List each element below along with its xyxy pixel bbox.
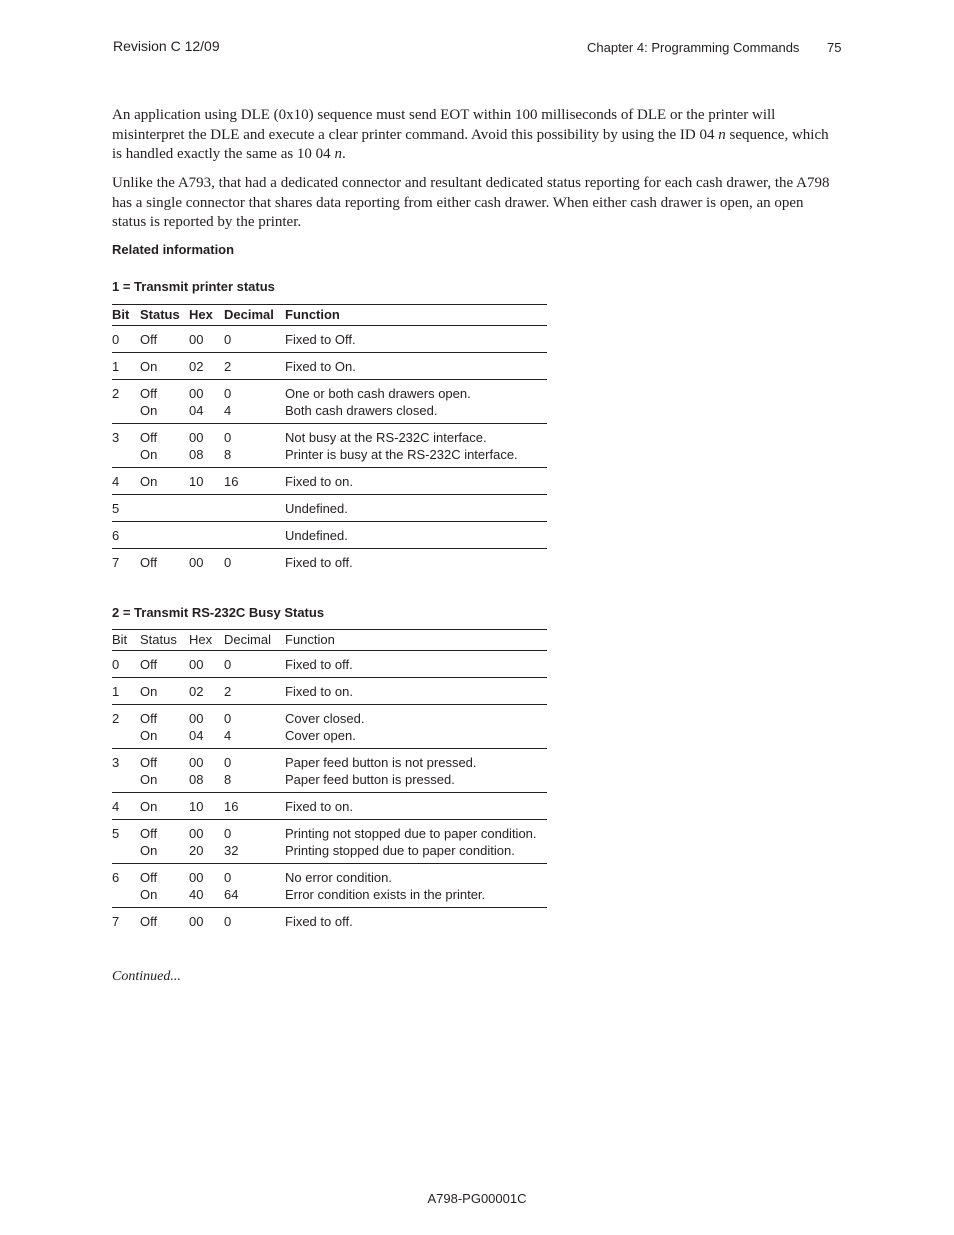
page-header-chapter: Chapter 4: Programming Commands [587, 40, 800, 55]
cell-bit: 1 [112, 678, 140, 705]
cell-hex: 00 [189, 651, 224, 678]
cell-function: Fixed to on. [285, 678, 547, 705]
cell-decimal: 0 4 [224, 705, 285, 749]
cell-bit: 7 [112, 555, 120, 570]
cell-decimal [224, 522, 285, 549]
busy-status-table [112, 629, 547, 934]
cell-function: Fixed to on. [285, 793, 547, 820]
cell-status: Off On [140, 380, 189, 424]
cell-bit: 4 [112, 793, 140, 820]
cell-decimal: 0 [224, 651, 285, 678]
table-row [112, 749, 547, 793]
cell-decimal: 0 [224, 555, 232, 570]
cell-hex: 10 [189, 468, 224, 495]
cell-hex: 00 08 [189, 424, 224, 468]
table-row [112, 522, 547, 549]
cell-hex: 00 20 [189, 820, 224, 864]
cell-decimal: 2 [224, 678, 285, 705]
table-title-busy-status: 2 = Transmit RS-232C Busy Status [112, 605, 325, 620]
cell-status: Off [140, 555, 158, 570]
cell-hex: 00 08 [189, 749, 224, 793]
table-row [112, 908, 547, 935]
table-row [112, 864, 547, 908]
cell-decimal: 0 8 [224, 749, 285, 793]
column-header-status: Status [140, 305, 189, 326]
cell-decimal: 0 32 [224, 820, 285, 864]
cell-status: On [140, 468, 189, 495]
paragraph-cash-drawer: Unlike the A793, that had a dedicated connector and resultant dedicated status reporting for each cash drawer, the A798 has a single connector that shares data reporting from either cash drawer. When either cash drawer is open, an open status is reported by the printer. [112, 175, 830, 230]
page-number: 75 [827, 40, 842, 55]
cell-status [140, 495, 189, 522]
cell-decimal: 0 64 [224, 864, 285, 908]
cell-status: Off On [140, 749, 189, 793]
paragraph-dle-timing: An application using DLE (0x10) sequence must send EOT within 100 milliseconds of DLE or the printer will misinterpret the DLE and execute a clear printer command. Avoid this possibility by using the ID 04 n sequence, which is handled exactly the same as 10 04 n. [112, 107, 829, 162]
cell-status: On [140, 793, 189, 820]
table-header-row [112, 630, 547, 651]
column-header-bit: Bit [112, 630, 140, 651]
cell-decimal [224, 495, 285, 522]
table-row [112, 678, 547, 705]
cell-function: One or both cash drawers open. Both cash drawers closed. [285, 380, 547, 424]
cell-function: Fixed to Off. [285, 326, 547, 353]
column-header-hex: Hex [189, 630, 224, 651]
cell-decimal: 0 [224, 326, 285, 353]
cell-status [140, 522, 189, 549]
page-footer-docnumber: A798-PG00001C [427, 1191, 527, 1206]
cell-decimal: 16 [224, 793, 285, 820]
cell-hex: 00 40 [189, 864, 224, 908]
cell-bit: 1 [112, 353, 140, 380]
cell-status: Off On [140, 705, 189, 749]
cell-hex: 00 04 [189, 380, 224, 424]
related-information-heading: Related information [112, 242, 235, 257]
continued-note: Continued... [112, 969, 181, 984]
table-header-row [112, 305, 547, 326]
column-header-decimal: Decimal [224, 630, 285, 651]
cell-function: Fixed to on. [285, 468, 547, 495]
cell-decimal: 0 [224, 914, 232, 929]
column-header-hex: Hex [189, 305, 224, 326]
cell-hex: 02 [189, 678, 224, 705]
cell-status: Off [140, 326, 189, 353]
cell-decimal: 16 [224, 468, 285, 495]
cell-function: Not busy at the RS-232C interface. Printer is busy at the RS-232C interface. [285, 424, 547, 468]
printer-status-table [112, 304, 547, 575]
cell-hex: 10 [189, 793, 224, 820]
cell-bit: 5 [112, 820, 140, 864]
table-row [112, 468, 547, 495]
page-header-revision: Revision C 12/09 [113, 38, 220, 54]
cell-status: Off [140, 651, 189, 678]
cell-function: Fixed to off. [285, 914, 353, 929]
cell-hex: 02 [189, 353, 224, 380]
cell-bit: 5 [112, 495, 140, 522]
cell-bit: 4 [112, 468, 140, 495]
cell-status: Off [140, 914, 158, 929]
table-row [112, 793, 547, 820]
table-title-printer-status: 1 = Transmit printer status [112, 279, 275, 294]
cell-decimal: 2 [224, 353, 285, 380]
column-header-decimal: Decimal [224, 305, 285, 326]
table-row [112, 820, 547, 864]
cell-function: Printing not stopped due to paper condition. Printing stopped due to paper condition. [285, 820, 547, 864]
cell-status: Off On [140, 820, 189, 864]
column-header-function: Function [285, 630, 547, 651]
table-row [112, 326, 547, 353]
column-header-bit: Bit [112, 305, 140, 326]
cell-hex: 00 [189, 326, 224, 353]
cell-hex [189, 522, 224, 549]
column-header-status: Status [140, 630, 189, 651]
cell-function: Undefined. [285, 522, 547, 549]
table-row [112, 353, 547, 380]
cell-function: No error condition. Error condition exists in the printer. [285, 864, 547, 908]
cell-function: Fixed to off. [285, 651, 547, 678]
cell-decimal: 0 4 [224, 380, 285, 424]
cell-bit: 7 [112, 914, 120, 929]
cell-function: Fixed to On. [285, 353, 547, 380]
cell-bit: 0 [112, 651, 140, 678]
cell-bit: 2 [112, 705, 140, 749]
cell-status: Off On [140, 424, 189, 468]
cell-bit: 2 [112, 380, 140, 424]
cell-bit: 3 [112, 424, 140, 468]
table-row [112, 549, 547, 576]
table-row [112, 651, 547, 678]
cell-status: On [140, 678, 189, 705]
column-header-function: Function [285, 305, 547, 326]
cell-function: Cover closed. Cover open. [285, 705, 547, 749]
cell-hex: 00 04 [189, 705, 224, 749]
cell-bit: 0 [112, 326, 140, 353]
cell-bit: 3 [112, 749, 140, 793]
cell-bit: 6 [112, 522, 140, 549]
table-row [112, 424, 547, 468]
cell-function: Undefined. [285, 495, 547, 522]
cell-hex: 00 [189, 914, 204, 929]
cell-decimal: 0 8 [224, 424, 285, 468]
table-row [112, 705, 547, 749]
cell-function: Paper feed button is not pressed. Paper feed button is pressed. [285, 749, 547, 793]
cell-status: On [140, 353, 189, 380]
table-row [112, 495, 547, 522]
cell-function: Fixed to off. [285, 555, 353, 570]
cell-hex [189, 495, 224, 522]
cell-status: Off On [140, 864, 189, 908]
cell-bit: 6 [112, 864, 140, 908]
table-row [112, 380, 547, 424]
cell-hex: 00 [189, 555, 204, 570]
